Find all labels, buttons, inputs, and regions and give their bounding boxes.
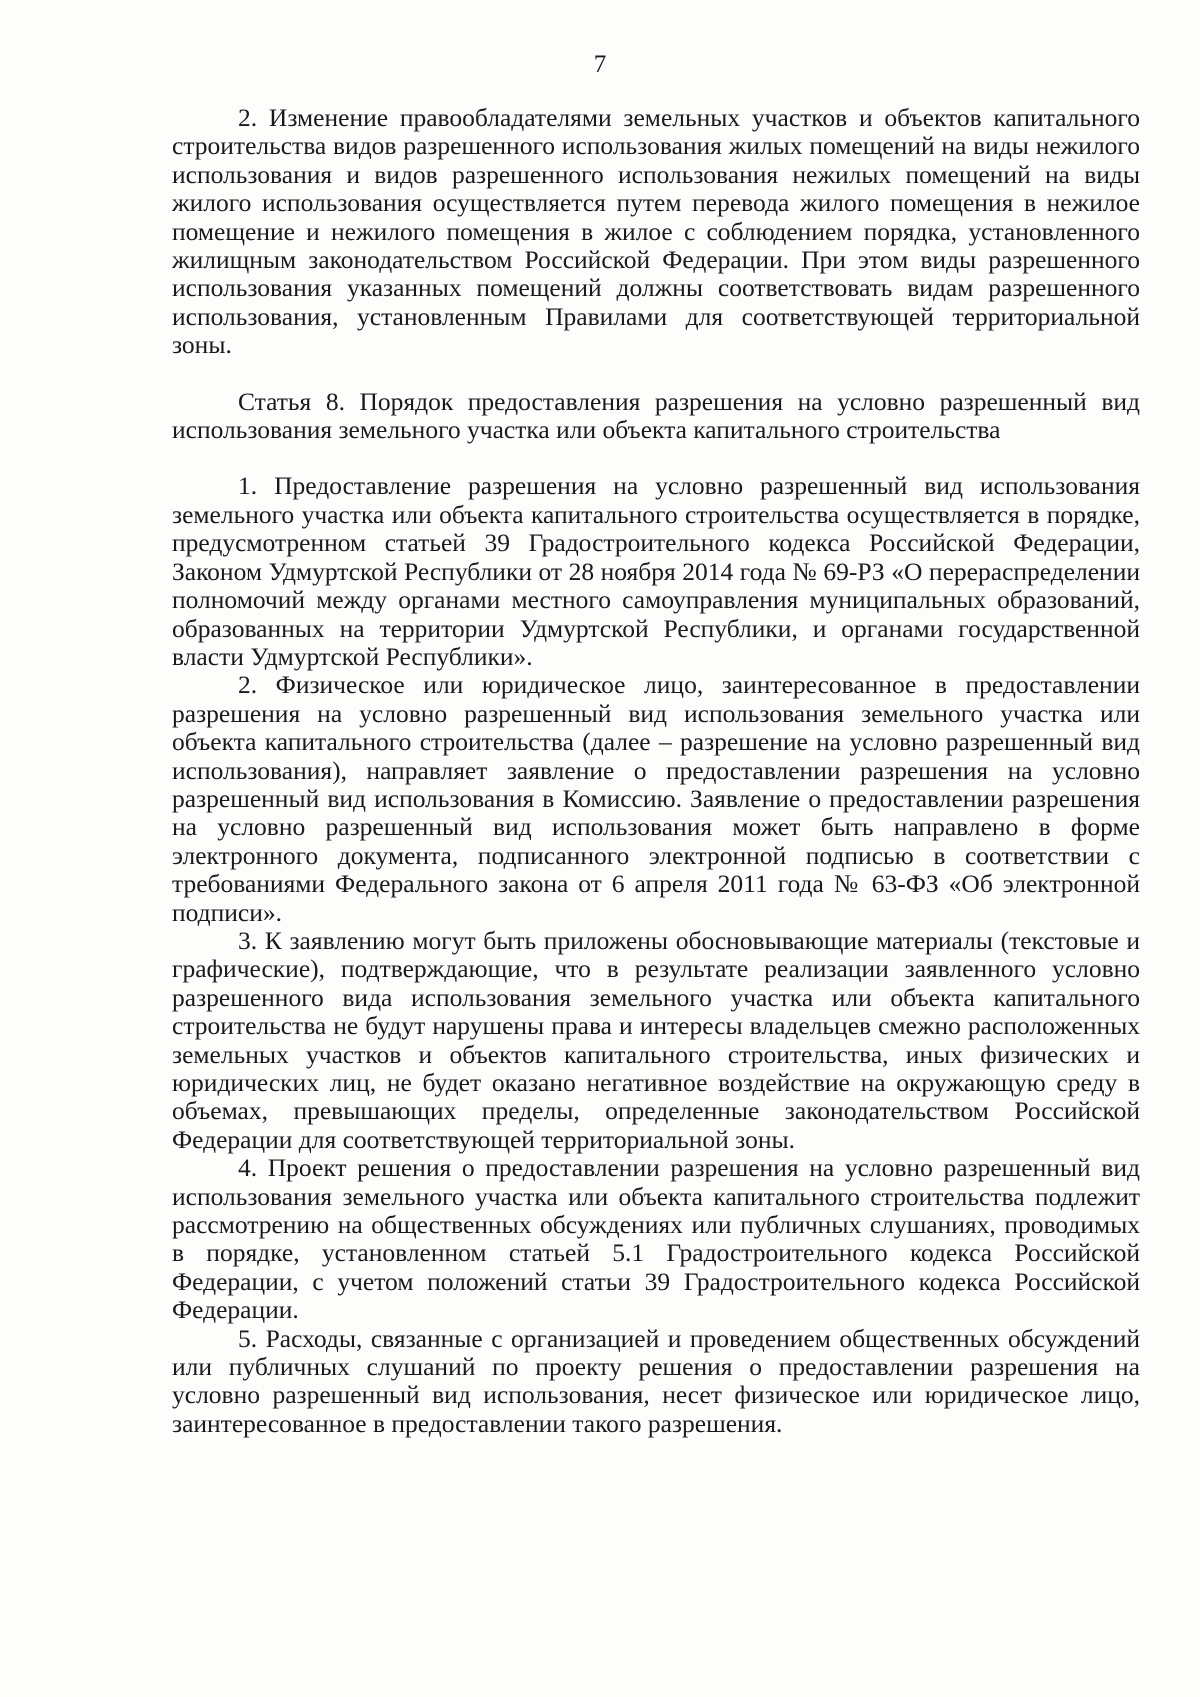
article-8-paragraph-4: 4. Проект решения о предоставлении разрешения на условно разрешенный вид использования земельного участка или объекта капитального строительства подлежит рассмотрению на общественных обсуждениях или публичных слушаниях, проводимых в порядке, установленном статьей 5.1 Градостроительного кодекса Российской Федерации, с учетом положений статьи 39 Градостроительного кодекса Российской Федерации. bbox=[172, 1153, 1140, 1325]
document-body bbox=[172, 104, 1140, 1438]
page-number: 7 bbox=[593, 51, 607, 78]
article-8-paragraph-2: 2. Физическое или юридическое лицо, заинтересованное в предоставлении разрешения на условно разрешенный вид использования земельного участка или объекта капитального строительства (далее – разрешение на условно разрешенный вид использования), направляет заявление о предоставлении разрешения на условно разрешенный вид использования в Комиссию. Заявление о предоставлении разрешения на условно разрешенный вид использования может быть направлено в форме электронного документа, подписанного электронной подписью в соответствии с требованиями Федерального закона от 6 апреля 2011 года № 63-ФЗ «Об электронной подписи». bbox=[172, 670, 1140, 927]
article-8-paragraph-3: 3. К заявлению могут быть приложены обосновывающие материалы (текстовые и графические), подтверждающие, что в результате реализации заявленного условно разрешенного вида использования земельного участка или объекта капитального строительства не будут нарушены права и интересы владельцев смежно расположенных земельных участков и объектов капитального строительства, иных физических и юридических лиц, не будет оказано негативное воздействие на окружающую среду в объемах, превышающих пределы, определенные законодательством Российской Федерации для соответствующей территориальной зоны. bbox=[172, 925, 1140, 1154]
article-8-paragraph-5: 5. Расходы, связанные с организацией и проведением общественных обсуждений или публичных слушаний по проекту решения о предоставлении разрешения на условно разрешенный вид использования, несет физическое или юридическое лицо, заинтересованное в предоставлении такого разрешения. bbox=[172, 1323, 1140, 1438]
article-8-heading: Статья 8. Порядок предоставления разрешения на условно разрешенный вид использования земельного участка или объекта капитального строительства bbox=[172, 386, 1140, 445]
paragraph-part2-prev-article: 2. Изменение правообладателями земельных участков и объектов капитального строительства видов разрешенного использования жилых помещений на виды нежилого использования и видов разрешенного использования нежилых помещений на виды жилого использования осуществляется путем перевода жилого помещения в нежилое помещение и нежилого помещения в жилое с соблюдением порядка, установленного жилищным законодательством Российской Федерации. При этом виды разрешенного использования указанных помещений должны соответствовать видам разрешенного использования, установленным Правилами для соответствующей территориальной зоны. bbox=[172, 103, 1140, 360]
article-8-paragraph-1: 1. Предоставление разрешения на условно разрешенный вид использования земельного участка или объекта капитального строительства осуществляется в порядке, предусмотренном статьей 39 Градостроительного кодекса Российской Федерации, Законом Удмуртской Республики от 28 ноября 2014 года № 69-РЗ «О перераспределении полномочий между органами местного самоуправления муниципальных образований, образованных на территории Удмуртской Республики, и органами государственной власти Удмуртской Республики». bbox=[172, 471, 1140, 671]
